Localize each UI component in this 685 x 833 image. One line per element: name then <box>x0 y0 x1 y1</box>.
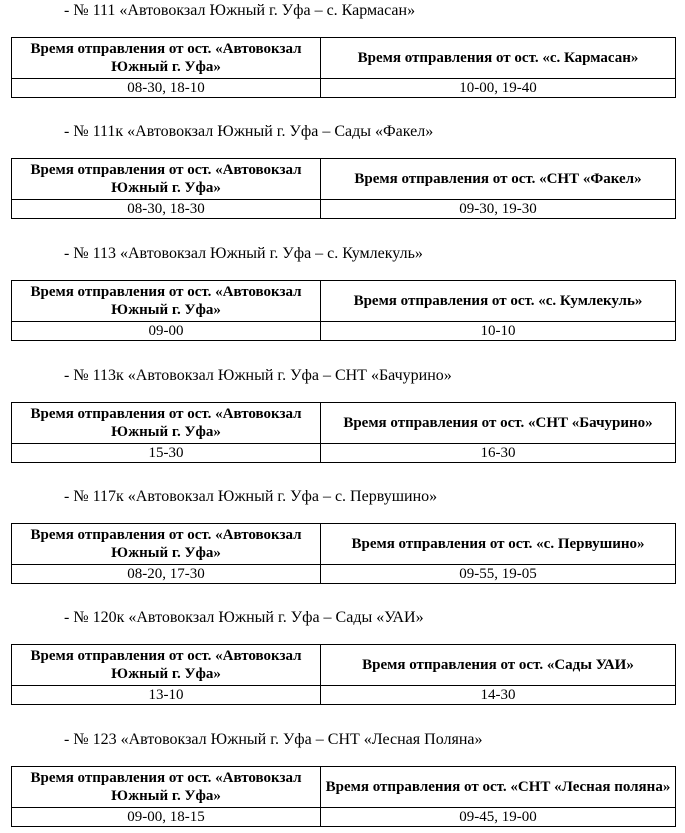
table-row <box>12 79 676 98</box>
header-departure-from: Время отправления от ост. «Автовокзал Южный г. Уфа» <box>12 38 321 79</box>
schedule-table <box>11 280 676 341</box>
schedule-table <box>11 37 676 98</box>
header-departure-from: Время отправления от ост. «Автовокзал Южный г. Уфа» <box>12 767 321 808</box>
route-title: - № 117к «Автовокзал Южный г. Уфа – с. Первушино» <box>64 488 438 505</box>
table-header-row <box>12 767 676 808</box>
times-to-cell: 16-30 <box>321 444 676 463</box>
times-from-cell: 08-30, 18-30 <box>12 200 321 219</box>
times-from-cell: 08-30, 18-10 <box>12 79 321 98</box>
table-header-row <box>12 645 676 686</box>
table-row <box>12 565 676 584</box>
header-departure-to: Время отправления от ост. «с. Первушино» <box>321 524 676 565</box>
header-departure-to: Время отправления от ост. «с. Кармасан» <box>321 38 676 79</box>
times-to-cell: 09-55, 19-05 <box>321 565 676 584</box>
table-header-row <box>12 281 676 322</box>
route-title: - № 120к «Автовокзал Южный г. Уфа – Сады «УАИ» <box>64 609 424 626</box>
times-from-cell: 09-00 <box>12 322 321 341</box>
header-departure-from: Время отправления от ост. «Автовокзал Южный г. Уфа» <box>12 403 321 444</box>
table-header-row <box>12 403 676 444</box>
route-title: - № 113к «Автовокзал Южный г. Уфа – СНТ «Бачурино» <box>64 367 452 384</box>
header-departure-from: Время отправления от ост. «Автовокзал Южный г. Уфа» <box>12 645 321 686</box>
route-title: - № 111 «Автовокзал Южный г. Уфа – с. Кармасан» <box>64 2 416 19</box>
header-departure-from: Время отправления от ост. «Автовокзал Южный г. Уфа» <box>12 159 321 200</box>
header-departure-to: Время отправления от ост. «с. Кумлекуль» <box>321 281 676 322</box>
schedule-table <box>11 402 676 463</box>
times-from-cell: 09-00, 18-15 <box>12 808 321 827</box>
header-departure-from: Время отправления от ост. «Автовокзал Южный г. Уфа» <box>12 281 321 322</box>
schedule-table <box>11 523 676 584</box>
table-row <box>12 444 676 463</box>
header-departure-to: Время отправления от ост. «СНТ «Бачурино» <box>321 403 676 444</box>
table-row <box>12 200 676 219</box>
table-header-row <box>12 38 676 79</box>
header-departure-from: Время отправления от ост. «Автовокзал Южный г. Уфа» <box>12 524 321 565</box>
times-to-cell: 09-45, 19-00 <box>321 808 676 827</box>
times-from-cell: 08-20, 17-30 <box>12 565 321 584</box>
table-row <box>12 686 676 705</box>
times-to-cell: 10-00, 19-40 <box>321 79 676 98</box>
route-title: - № 113 «Автовокзал Южный г. Уфа – с. Кумлекуль» <box>64 245 423 262</box>
times-from-cell: 15-30 <box>12 444 321 463</box>
schedule-table <box>11 158 676 219</box>
times-to-cell: 09-30, 19-30 <box>321 200 676 219</box>
times-from-cell: 13-10 <box>12 686 321 705</box>
schedule-table <box>11 766 676 827</box>
header-departure-to: Время отправления от ост. «СНТ «Лесная поляна» <box>321 767 676 808</box>
times-to-cell: 14-30 <box>321 686 676 705</box>
route-title: - № 111к «Автовокзал Южный г. Уфа – Сады «Факел» <box>64 123 434 140</box>
table-header-row <box>12 159 676 200</box>
times-to-cell: 10-10 <box>321 322 676 341</box>
header-departure-to: Время отправления от ост. «СНТ «Факел» <box>321 159 676 200</box>
table-row <box>12 322 676 341</box>
table-header-row <box>12 524 676 565</box>
route-title: - № 123 «Автовокзал Южный г. Уфа – СНТ «Лесная Поляна» <box>64 731 483 748</box>
header-departure-to: Время отправления от ост. «Сады УАИ» <box>321 645 676 686</box>
schedule-table <box>11 644 676 705</box>
table-row <box>12 808 676 827</box>
